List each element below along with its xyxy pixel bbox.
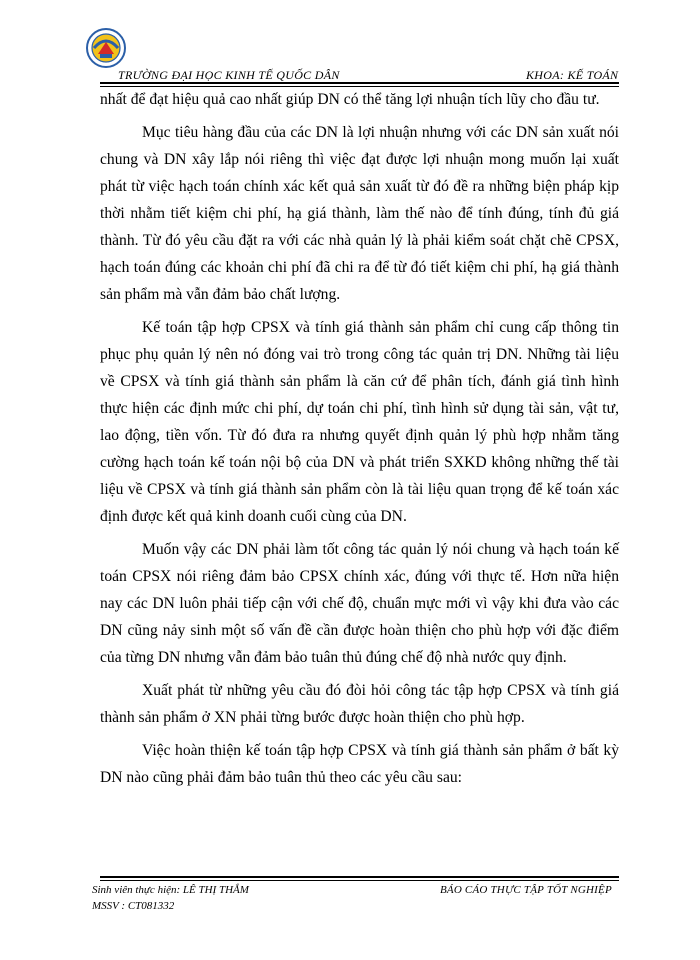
paragraph-conclusion: Việc hoàn thiện kế toán tập hợp CPSX và tính giá thành sản phẩm ở bất kỳ DN nào cũng phải đảm bảo tuân thủ theo các yêu cầu sau: — [100, 742, 619, 786]
footer-report-title: BÁO CÁO THỰC TẬP TỐT NGHIỆP — [440, 884, 612, 896]
paragraph-requirement: Xuất phát từ những yêu cầu đó đòi hỏi công tác tập hợp CPSX và tính giá thành sản phẩm ở XN phải từng bước được hoàn thiện cho phù hợp. — [100, 682, 619, 726]
paragraph-goal: Mục tiêu hàng đầu của các DN là lợi nhuận nhưng với các DN sản xuất nói chung và DN xây lắp nói riêng thì việc đạt được lợi nhuận mong muốn lại xuất phát từ việc hạch toán chính xác kết quả sản xuất từ đó đề ra những biện pháp kịp thời nhằm tiết kiệm chi phí, hạ giá thành, làm thế nào để tính đúng, tính đủ giá thành. Từ đó yêu cầu đặt ra với các nhà quản lý là phải kiểm soát chặt chẽ CPSX, hạch toán đúng các khoản chi phí đã chi ra để từ đó tiết kiệm chi phí, hạ giá thành sản phẩm mà vẫn đảm bảo chất lượng. — [100, 124, 619, 303]
footer-divider — [100, 876, 619, 878]
header-divider — [100, 82, 619, 84]
paragraph-management: Muốn vậy các DN phải làm tốt công tác quản lý nói chung và hạch toán kế toán CPSX nói riêng đảm bảo CPSX chính xác, đúng với thực tế. Hơn nữa hiện nay các DN luôn phải tiếp cận với chế độ, chuẩn mực mới vì vậy khi đưa vào các DN cũng nảy sinh một số vấn đề cần được hoàn thiện cho phù hợp với đặc điểm của từng DN nhưng vẫn đảm bảo tuân thủ đúng chế độ nhà nước quy định. — [100, 541, 619, 666]
footer-student: Sinh viên thực hiện: LÊ THỊ THẮM — [92, 884, 249, 896]
header-faculty: KHOA: KẾ TOÁN — [526, 68, 619, 82]
header-university: TRƯỜNG ĐẠI HỌC KINH TẾ QUỐC DÂN — [118, 68, 340, 82]
footer-divider-thin — [100, 880, 619, 881]
paragraph-role: Kế toán tập hợp CPSX và tính giá thành sản phẩm chỉ cung cấp thông tin phục phụ quản lý nên nó đóng vai trò trong công tác quản trị DN. Những tài liệu về CPSX và tính giá thành sản phẩm là căn cứ để phân tích, đánh giá tình hình thực hiện các định mức chi phí, dự toán chi phí, tình hình sử dụng tài sản, vật tư, lao động, tiền vốn. Từ đó đưa ra nhưng quyết định quản lý phù hợp nhằm tăng cường hạch toán kế toán nội bộ của DN và phát triển SXKD không những thế tài liệu về CPSX và tính giá thành sản phẩm còn là tài liệu quan trọng để kế toán xác định được kết quả kinh doanh cuối cùng của DN. — [100, 319, 619, 525]
university-logo-icon — [86, 28, 126, 68]
footer-mssv: MSSV : CT081332 — [92, 900, 175, 912]
paragraph-continuation: nhất để đạt hiệu quả cao nhất giúp DN có thể tăng lợi nhuận tích lũy cho đầu tư. — [100, 91, 600, 108]
page-content — [100, 86, 619, 797]
